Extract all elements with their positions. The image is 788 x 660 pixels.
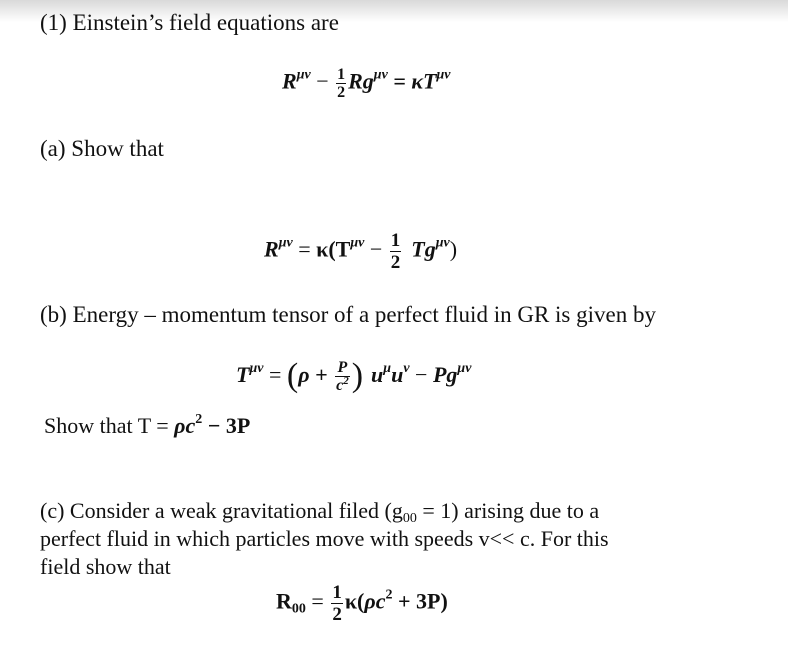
trace-statement: Show that $T = \rho c^2 - 3P$ [44, 412, 251, 438]
part-c-line-3: field show that [40, 554, 171, 579]
part-b-text: (b) Energy – momentum tensor of a perfect fluid in GR is given by [40, 302, 656, 327]
equation-einstein-field: $R^{\mu\nu}$ − $\frac{1}{2}$ $Rg^{\mu\nu} = \kappa T^{\mu\nu}$ [282, 66, 451, 101]
part-c-line-2: perfect fluid in which particles move with speeds v<< c. For this [40, 526, 609, 551]
equation-energy-momentum-tensor: $T^{\mu\nu} = (\rho$ + $\frac{P}{c^2}$ ) $u^\mu u^\nu - Pg^{\mu\nu}$ [236, 357, 472, 395]
part-a-text: (a) Show that [40, 136, 164, 161]
equation-r00: $R_{00}$ = $\frac{1}{2}$ $\kappa(\rho c^2 + 3P)$ [276, 582, 448, 625]
part-c-line-1: (c) Consider a weak gravitational filed $(g_{00} = 1)$ arising due to a [40, 498, 600, 526]
question-1-text: (1) Einstein’s field equations are [40, 10, 339, 35]
equation-ricci-tensor: $R^{\mu\nu} = \kappa(T^{\mu\nu}$ − $\frac{1}{2}$ $Tg^{\mu\nu}$) [264, 230, 458, 273]
